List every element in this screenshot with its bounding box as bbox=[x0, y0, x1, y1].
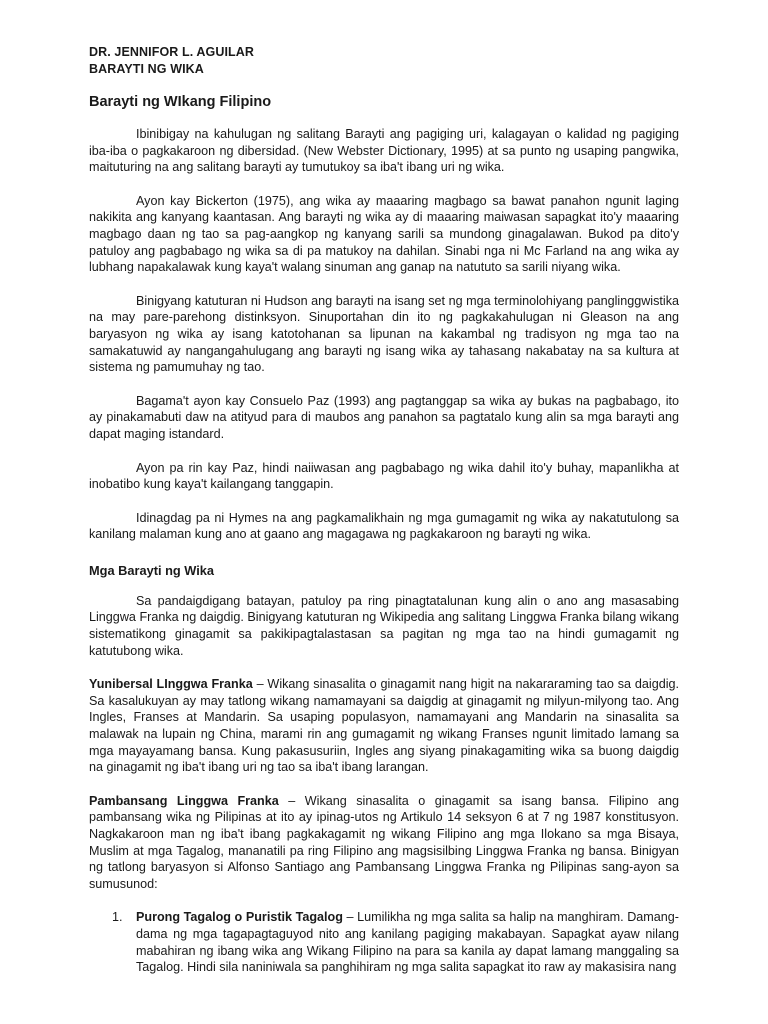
list-item-term: Purong Tagalog o Puristik Tagalog bbox=[136, 910, 343, 925]
definition-text: – Wikang sinasalita o ginagamit nang higit na nakararaming tao sa daigdig. Sa kasalukuyan ay may tatlong wikang namamayani sa daigdig at ginagamit ng milyun-milyong tao. Ang Ingles, Franses at Mandarin. Sa usaping populasyon, namamayani ang Mandarin na sinasalita sa malawak na lupain ng China, marami rin ang gumagamit ng wikang Franses ngunit limitado lamang sa mga mayayamang bansa. Kung pakasusuriin, Ingles ang siyang pinakagamiting wika sa buong daigdig na ginagamit ng iba't ibang uri ng tao sa iba't ibang larangan. bbox=[89, 677, 679, 775]
author-name: DR. JENNIFOR L. AGUILAR bbox=[89, 45, 255, 59]
paragraph-3: Binigyang katuturan ni Hudson ang barayti na isang set ng mga terminolohiyang panglinggwistika na may pare-parehong distinksyon. Sinuportahan din ito ng pagkakahulugan ni Gleason na ang baryasyon ng wika ay isang katotohanan sa lipunan na kakambal ng tradisyon ng mga tao na samakatuwid ay nangangahulugang ang barayti ng isang wika ay tahasang nakabatay na sa kultura at sistema ng pamumuhay ng tao. bbox=[89, 293, 679, 375]
definition-text: – Wikang sinasalita o ginagamit sa isang bansa. Filipino ang pambansang wika ng Pilipinas at ito ay ipinag-utos ng Artikulo 14 seksyon 6 at 7 ng 1987 konstitusyon. Nagkakaroon man ng iba't ibang pagkakagamit ng wikang Filipino ang mga Ilokano sa mga Bisaya, Muslim at mga Tagalog, mananatili pa ring Filipino ang magsisilbing Linggwa Franka ng bansa. Binigyan ng tatlong baryasyon si Alfonso Santiago ang Pambansang Linggwa Franka ng Pilipinas sang-ayon sa sumusunod: bbox=[89, 793, 679, 891]
paragraph-6: Idinagdag pa ni Hymes na ang pagkamalikhain ng mga gumagamit ng wika ay nakatutulong sa kanilang malaman kung ano at gaano ang magagawa ng pagkakaroon ng barayti ng wika. bbox=[89, 510, 679, 542]
numbered-list bbox=[89, 909, 679, 975]
document-page bbox=[89, 44, 679, 976]
document-subject: BARAYTI NG WIKA bbox=[89, 62, 204, 76]
paragraph-2: Ayon kay Bickerton (1975), ang wika ay maaaring magbago sa bawat panahon ngunit laging nakikita ang kanyang kaantasan. Ang barayti ng wika ay di maaaring maiwasan sapagkat ito'y maaaring magbago daan ng tao sa pag-aangkop ng kanyang sarili sa mundong ginagalawan. Bukod pa dito'y patuloy ang pagbabago ng wika sa di pa matukoy na dahilan. Sinabi nga ni Mc Farland na ang wika ay lubhang napakalawak kung kaya't walang sinuman ang ganap na natututo sa sarili niyang wika. bbox=[89, 193, 679, 275]
document-title: Barayti ng WIkang Filipino bbox=[89, 94, 272, 110]
definition-term: Pambansang Linggwa Franka bbox=[89, 793, 279, 808]
section-intro: Sa pandaigdigang batayan, patuloy pa ring pinagtatalunan kung alin o ano ang masasabing Linggwa Franka ng daigdig. Binigyang katuturan ng Wikipedia ang salitang Linggwa Franka bilang wikang sistematikong ginagamit sa pakikipagtalastasan sa pagitan ng mga tao na hindi gumagamit ng katutubong wika. bbox=[89, 593, 679, 658]
section-heading: Mga Barayti ng Wika bbox=[89, 562, 215, 578]
paragraph-4: Bagama't ayon kay Consuelo Paz (1993) ang pagtanggap sa wika ay bukas na pagbabago, ito ay pinakamabuti daw na atityud para di maubos ang panahon sa pagtatalo kung alin sa mga barayti ang dapat maging istandard. bbox=[89, 393, 679, 441]
paragraph-1: Ibinibigay na kahulugan ng salitang Barayti ang pagiging uri, kalagayan o kalidad ng pagiging iba-iba o pagkakaroon ng dibersidad. (New Webster Dictionary, 1995) at sa punto ng usaping pangwika, maituturing na ang salitang barayti ay tumutukoy sa iba't ibang uri ng wika. bbox=[89, 127, 679, 175]
list-item bbox=[136, 909, 679, 975]
definition-pambansang bbox=[89, 793, 679, 893]
definition-yunibersal bbox=[89, 676, 679, 776]
definition-term: Yunibersal LInggwa Franka bbox=[89, 677, 253, 692]
paragraph-5: Ayon pa rin kay Paz, hindi naiiwasan ang pagbabago ng wika dahil ito'y buhay, mapanlikha at inobatibo kung kaya't kailangang tanggapin. bbox=[89, 460, 679, 492]
list-item-text: – Lumilikha ng mga salita sa halip na manghiram. Damang-dama ng mga tagapagtaguyod nito ang kanilang pagiging makabayan. Sapagkat ayaw nilang mabahiran ng ibang wika ang Wikang Filipino na para sa kanila ay dapat lamang manggaling sa Tagalog. Hindi sila naniniwala sa panghihiram ng mga salita sapagkat ito raw ay makasisira nang bbox=[136, 910, 680, 975]
list-number: 1. bbox=[112, 910, 123, 925]
